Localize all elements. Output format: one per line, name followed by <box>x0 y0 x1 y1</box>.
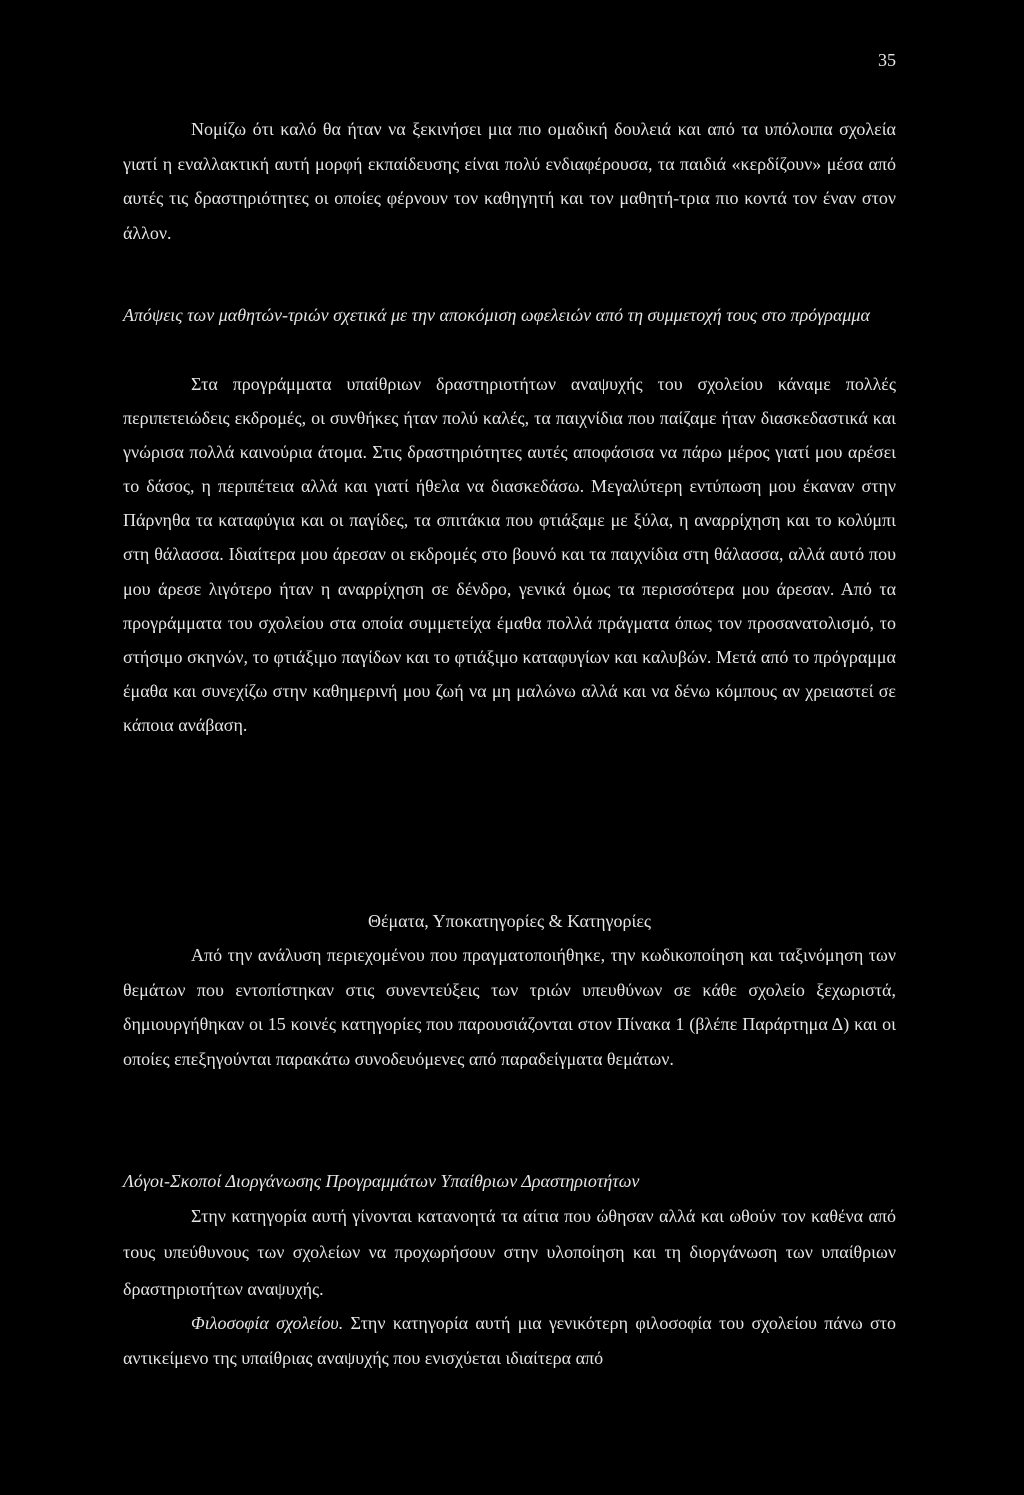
reasons-paragraph: Στην κατηγορία αυτή γίνονται κατανοητά τα αίτια που ώθησαν αλλά και ωθούν τον καθένα από τους υπεύθυνους των σχολείων να προχωρήσουν στην υλοποίηση και τη διοργάνωση των υπαίθριων δραστηριοτήτων αναψυχής. <box>123 1206 896 1299</box>
philosophy-paragraph <box>123 1306 896 1376</box>
page-number: 35 <box>878 50 896 70</box>
themes-heading: Θέματα, Υποκατηγορίες & Κατηγορίες <box>367 911 652 931</box>
student-views-heading: Απόψεις των μαθητών-τριών σχετικά με την αποκόμιση ωφελειών από τη συμμετοχή τους στο πρόγραμμα <box>123 305 870 325</box>
intro-paragraph: Νομίζω ότι καλό θα ήταν να ξεκινήσει μια πιο ομαδική δουλειά και από τα υπόλοιπα σχολεία γιατί η εναλλακτική αυτή μορφή εκπαίδευσης είναι πολύ ενδιαφέρουσα, τα παιδιά «κερδίζουν» μέσα από αυτές τις δραστηριότητες οι οποίες φέρνουν τον καθηγητή και τον μαθητή-τρια πιο κοντά τον έναν στον άλλον. <box>123 119 896 243</box>
student-views-paragraph: Στα προγράμματα υπαίθριων δραστηριοτήτων αναψυχής του σχολείου κάναμε πολλές περιπετειώδεις εκδρομές, οι συνθήκες ήταν πολύ καλές, τα παιχνίδια που παίζαμε ήταν διασκεδαστικά και γνώρισα πολλά καινούρια άτομα. Στις δραστηριότητες αυτές αποφάσισα να πάρω μέρος γιατί μου αρέσει το δάσος, η περιπέτεια αλλά και γιατί ήθελα να διασκεδάσω. Μεγαλύτερη εντύπωση μου έκαναν στην Πάρνηθα τα καταφύγια και οι παγίδες, τα σπιτάκια που φτιάξαμε με ξύλα, η αναρρίχηση και το κολύμπι στη θάλασσα. Ιδιαίτερα μου άρεσαν οι εκδρομές στο βουνό και τα παιχνίδια στη θάλασσα, αλλά αυτό που μου άρεσε λιγότερο ήταν η αναρρίχηση σε δένδρο, γενικά όμως τα περισσότερα μου άρεσαν. Από τα προγράμματα του σχολείου στα οποία συμμετείχα έμαθα πολλά πράγματα όπως τον προσανατολισμό, το στήσιμο σκηνών, το φτιάξιμο παγίδων και το φτιάξιμο καταφυγίων και καλυβών. Μετά από το πρόγραμμα έμαθα και συνεχίζω στην καθημερινή μου ζωή να μη μαλώνω αλλά και να δένω κόμπους αν χρειαστεί σε κάποια ανάβαση. <box>123 374 896 735</box>
philosophy-label: Φιλοσοφία σχολείου. <box>191 1313 344 1333</box>
reasons-heading: Λόγοι-Σκοποί Διοργάνωσης Προγραμμάτων Υπαίθριων Δραστηριοτήτων <box>123 1171 640 1191</box>
philosophy-text: Στην κατηγορία αυτή μια γενικότερη φιλοσοφία του σχολείου πάνω στο αντικείμενο της υπαίθριας αναψυχής που ενισχύεται ιδιαίτερα από <box>123 1313 896 1368</box>
themes-paragraph: Από την ανάλυση περιεχομένου που πραγματοποιήθηκε, την κωδικοποίηση και ταξινόμηση των θεμάτων που εντοπίστηκαν στις συνεντεύξεις των τριών υπευθύνων σε κάθε σχολείο ξεχωριστά, δημιουργήθηκαν οι 15 κοινές κατηγορίες που παρουσιάζονται στον Πίνακα 1 (βλέπε Παράρτημα Δ) και οι οποίες επεξηγούνται παρακάτω συνοδευόμενες από παραδείγματα θεμάτων. <box>123 945 896 1069</box>
